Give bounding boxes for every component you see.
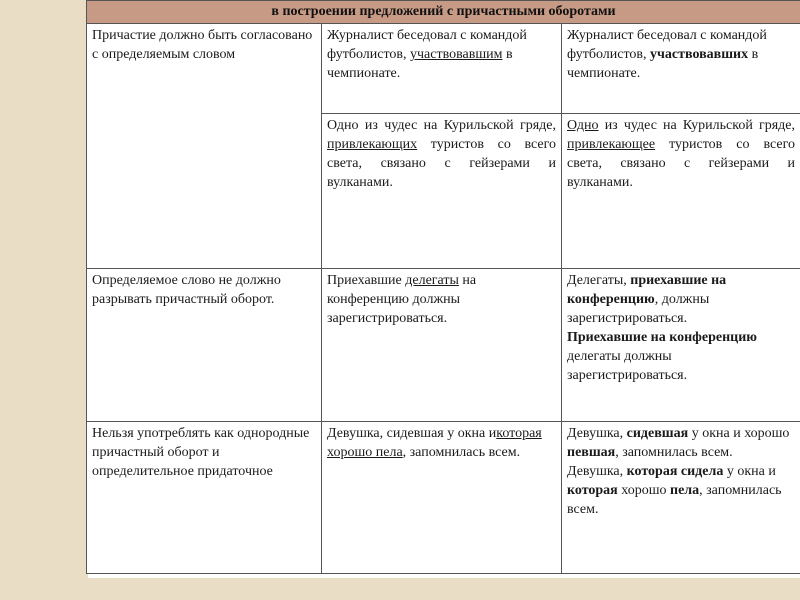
- right-text-bold: сидевшая: [626, 426, 689, 441]
- right-text-bold: которая сидела: [626, 464, 724, 479]
- wrong-text: Одно из чудес на Курильской гряде,: [327, 118, 556, 133]
- wrong-text: в чемпионате.: [327, 47, 513, 81]
- bottom-decor-band: [0, 578, 800, 600]
- table-row: [87, 269, 800, 422]
- right-text-bold: участвовавших: [650, 47, 749, 62]
- right-example-cell: [562, 24, 800, 114]
- right-text: , запомнилась всем.: [567, 483, 782, 517]
- right-text: делегаты должны зарегистрироваться.: [567, 349, 688, 383]
- right-text: Журналист беседовал с командой футболистов,: [567, 28, 767, 62]
- right-text: туристов со всего света, связано с гейзерами и вулканами.: [567, 137, 796, 190]
- right-text: Девушка,: [567, 426, 627, 441]
- table-row: [87, 24, 800, 114]
- right-example-cell: [562, 114, 800, 269]
- table-row: [87, 422, 800, 574]
- right-example-cell: [562, 269, 800, 422]
- right-text-bold: приехавшие на конференцию: [567, 273, 727, 307]
- right-text: у окна и: [723, 464, 776, 479]
- right-text: из чудес на Курильской гряде,: [598, 118, 796, 133]
- right-example-cell: [562, 422, 800, 574]
- wrong-text-underlined: участвовавшим: [410, 47, 503, 62]
- wrong-text: , запомнилась всем.: [402, 445, 521, 460]
- right-text-bold: Приехавшие на конференцию: [567, 330, 757, 345]
- wrong-example-cell: [322, 24, 562, 114]
- right-text: , должны зарегистрироваться.: [567, 292, 710, 326]
- wrong-text-underlined: привлекающих: [327, 137, 418, 152]
- wrong-text-underlined: делегаты: [405, 273, 459, 288]
- right-text: хорошо: [617, 483, 670, 498]
- wrong-text: на конференцию должны зарегистрироваться.: [327, 273, 477, 326]
- right-text-bold: пела: [670, 483, 700, 498]
- wrong-example-cell: [322, 114, 562, 269]
- right-text-underlined: Одно: [567, 118, 599, 133]
- rules-table: [86, 0, 800, 574]
- right-text-bold: которая: [567, 483, 618, 498]
- wrong-text-underlined: которая хорошо пела: [327, 426, 542, 460]
- rule-cell: Причастие должно быть согласовано с определяемым словом: [87, 24, 322, 269]
- right-text: Девушка,: [567, 464, 627, 479]
- rule-cell: Нельзя употреблять как однородные причастный оборот и определительное придаточное: [87, 422, 322, 574]
- right-text: у окна и хорошо: [688, 426, 790, 441]
- wrong-text: туристов со всего света, связано с гейзерами и вулканами.: [327, 137, 556, 190]
- table-header: в построении предложений с причастными оборотами: [87, 1, 800, 24]
- right-text: Делегаты,: [567, 273, 631, 288]
- wrong-text: Девушка, сидевшая у окна и: [327, 426, 497, 441]
- rule-cell: Определяемое слово не должно разрывать причастный оборот.: [87, 269, 322, 422]
- right-text: в чемпионате.: [567, 47, 759, 81]
- right-text: , запомнилась всем.: [615, 445, 733, 460]
- wrong-text: Приехавшие: [327, 273, 406, 288]
- wrong-example-cell: [322, 269, 562, 422]
- right-text-underlined: привлекающее: [567, 137, 656, 152]
- left-decor-band: [0, 0, 88, 600]
- wrong-example-cell: [322, 422, 562, 574]
- right-text-bold: певшая: [567, 445, 616, 460]
- wrong-text: Журналист беседовал с командой футболистов,: [327, 28, 527, 62]
